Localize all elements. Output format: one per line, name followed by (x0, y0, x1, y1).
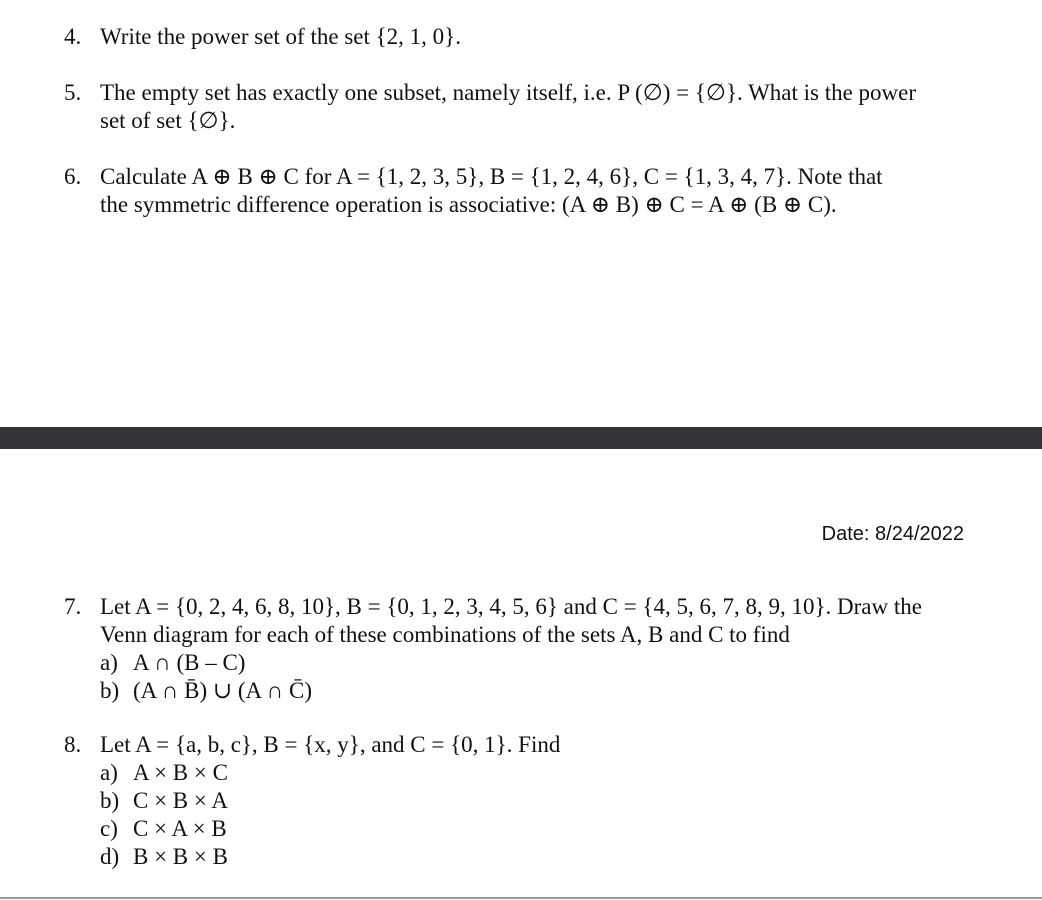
sub-question-letter: c) (100, 816, 118, 841)
sub-question-text: C × A × B (133, 816, 227, 841)
question-text-line: set of set {∅}. (100, 108, 236, 133)
sub-question (100, 843, 994, 871)
question-6 (64, 163, 994, 219)
question-text-line: The empty set has exactly one subset, namely itself, i.e. P (∅) = {∅}. What is the power (100, 80, 917, 105)
sub-question-text: C × B × A (133, 788, 228, 813)
sub-question-letter: d) (100, 844, 120, 869)
date-label: Date: 8/24/2022 (821, 523, 964, 545)
page-separator (0, 427, 1042, 449)
sub-question (100, 815, 994, 843)
sub-question (100, 787, 994, 815)
sub-question-text: A ∩ (B – C) (133, 650, 246, 675)
question-number: 5. (64, 80, 82, 105)
question-8 (64, 731, 994, 871)
sub-question (100, 649, 994, 677)
sub-question-text: (A ∩ B̄) ∪ (A ∩ C̄) (133, 678, 312, 703)
sub-question-text: B × B × B (133, 844, 228, 869)
question-number: 8. (64, 732, 82, 757)
sub-question (100, 759, 994, 787)
sub-question-letter: a) (100, 650, 118, 675)
sub-question-text: A × B × C (133, 760, 228, 785)
question-7 (64, 593, 994, 705)
question-text-line: Let A = {0, 2, 4, 6, 8, 10}, B = {0, 1, 2, 3, 4, 5, 6} and C = {4, 5, 6, 7, 8, 9, 10}. Draw the (100, 594, 922, 619)
question-5 (64, 79, 994, 135)
document-page-top (0, 0, 1042, 427)
question-text-line: Write the power set of the set {2, 1, 0}. (100, 24, 461, 49)
page-bottom-rule (0, 897, 1042, 899)
question-number: 7. (64, 594, 82, 619)
question-number: 4. (64, 24, 82, 49)
question-text-line: the symmetric difference operation is associative: (A ⊕ B) ⊕ C = A ⊕ (B ⊕ C). (100, 192, 837, 217)
question-text-line: Let A = {a, b, c}, B = {x, y}, and C = {0, 1}. Find (100, 732, 561, 757)
question-text-line: Calculate A ⊕ B ⊕ C for A = {1, 2, 3, 5}, B = {1, 2, 4, 6}, C = {1, 3, 4, 7}. Note that (100, 164, 883, 189)
sub-question (100, 677, 994, 705)
question-text-line: Venn diagram for each of these combinations of the sets A, B and C to find (100, 622, 790, 647)
sub-question-letter: b) (100, 678, 120, 703)
question-4 (64, 23, 994, 51)
question-number: 6. (64, 164, 82, 189)
sub-question-letter: b) (100, 788, 120, 813)
sub-question-letter: a) (100, 760, 118, 785)
